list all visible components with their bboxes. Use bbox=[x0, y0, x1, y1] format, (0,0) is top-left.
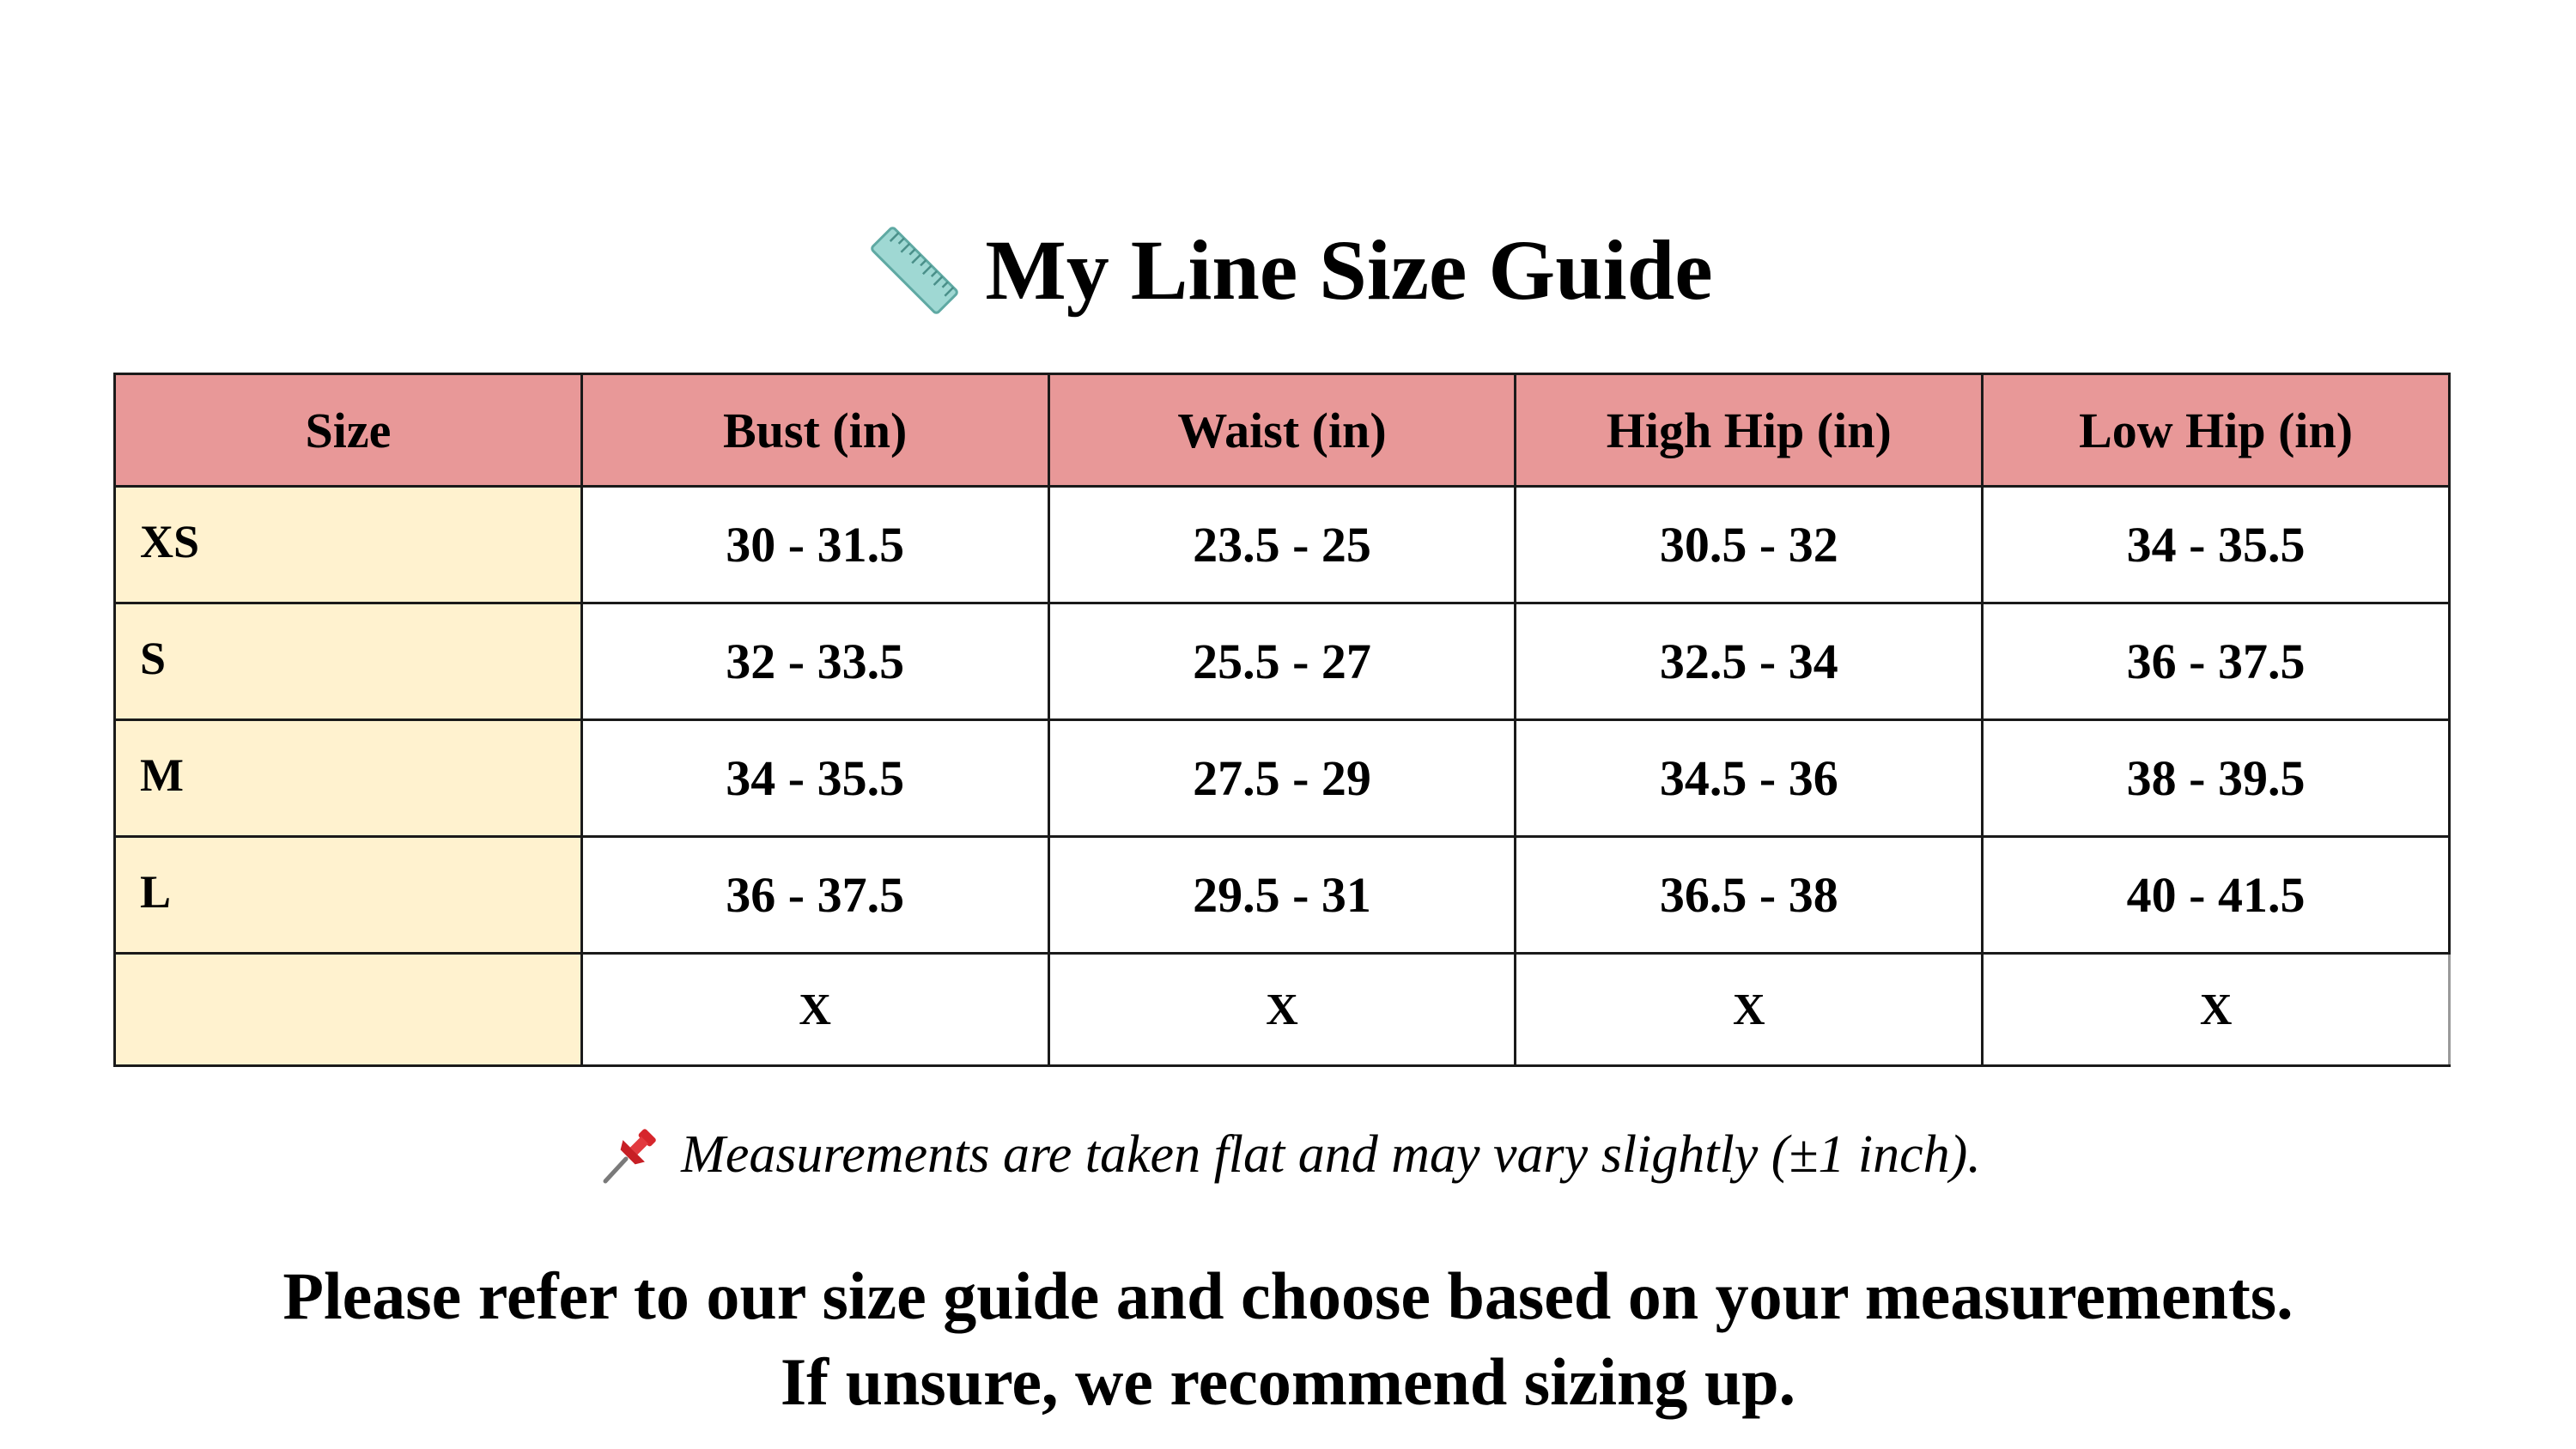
low-hip-value: X bbox=[1983, 954, 2450, 1066]
table-row bbox=[115, 720, 2450, 837]
low-hip-value: 34 - 35.5 bbox=[1983, 487, 2450, 603]
waist-value: 23.5 - 25 bbox=[1048, 487, 1516, 603]
note-text: Measurements are taken flat and may vary slightly (±1 inch). bbox=[681, 1125, 1981, 1184]
waist-value: 29.5 - 31 bbox=[1048, 837, 1516, 954]
high-hip-value: X bbox=[1516, 954, 1983, 1066]
table-row bbox=[115, 954, 2450, 1066]
table-row bbox=[115, 837, 2450, 954]
ruler-icon bbox=[863, 219, 966, 322]
size-label: L bbox=[115, 837, 582, 954]
advice-line-1: Please refer to our size guide and choose based on your measurements. bbox=[283, 1258, 2293, 1333]
header-low-hip: Low Hip (in) bbox=[1983, 374, 2450, 487]
low-hip-value: 40 - 41.5 bbox=[1983, 837, 2450, 954]
pushpin-icon bbox=[595, 1119, 665, 1190]
header-size: Size bbox=[115, 374, 582, 487]
waist-value: X bbox=[1048, 954, 1516, 1066]
sizing-advice bbox=[0, 1253, 2576, 1425]
page-title-row bbox=[0, 206, 2576, 335]
low-hip-value: 38 - 39.5 bbox=[1983, 720, 2450, 837]
bust-value: 36 - 37.5 bbox=[581, 837, 1048, 954]
size-label bbox=[115, 954, 582, 1066]
header-bust: Bust (in) bbox=[581, 374, 1048, 487]
bust-value: 30 - 31.5 bbox=[581, 487, 1048, 603]
high-hip-value: 32.5 - 34 bbox=[1516, 603, 1983, 720]
header-waist: Waist (in) bbox=[1048, 374, 1516, 487]
size-label: S bbox=[115, 603, 582, 720]
table-row bbox=[115, 603, 2450, 720]
high-hip-value: 34.5 - 36 bbox=[1516, 720, 1983, 837]
low-hip-value: 36 - 37.5 bbox=[1983, 603, 2450, 720]
advice-line-2: If unsure, we recommend sizing up. bbox=[780, 1344, 1796, 1419]
header-high-hip: High Hip (in) bbox=[1516, 374, 1983, 487]
waist-value: 25.5 - 27 bbox=[1048, 603, 1516, 720]
page-title: My Line Size Guide bbox=[985, 222, 1713, 318]
table-row bbox=[115, 487, 2450, 603]
waist-value: 27.5 - 29 bbox=[1048, 720, 1516, 837]
size-label: M bbox=[115, 720, 582, 837]
measurement-note bbox=[0, 1116, 2576, 1193]
table-header-row bbox=[115, 374, 2450, 487]
size-label: XS bbox=[115, 487, 582, 603]
high-hip-value: 30.5 - 32 bbox=[1516, 487, 1983, 603]
size-guide-table bbox=[113, 373, 2451, 1067]
bust-value: 32 - 33.5 bbox=[581, 603, 1048, 720]
high-hip-value: 36.5 - 38 bbox=[1516, 837, 1983, 954]
bust-value: X bbox=[581, 954, 1048, 1066]
bust-value: 34 - 35.5 bbox=[581, 720, 1048, 837]
